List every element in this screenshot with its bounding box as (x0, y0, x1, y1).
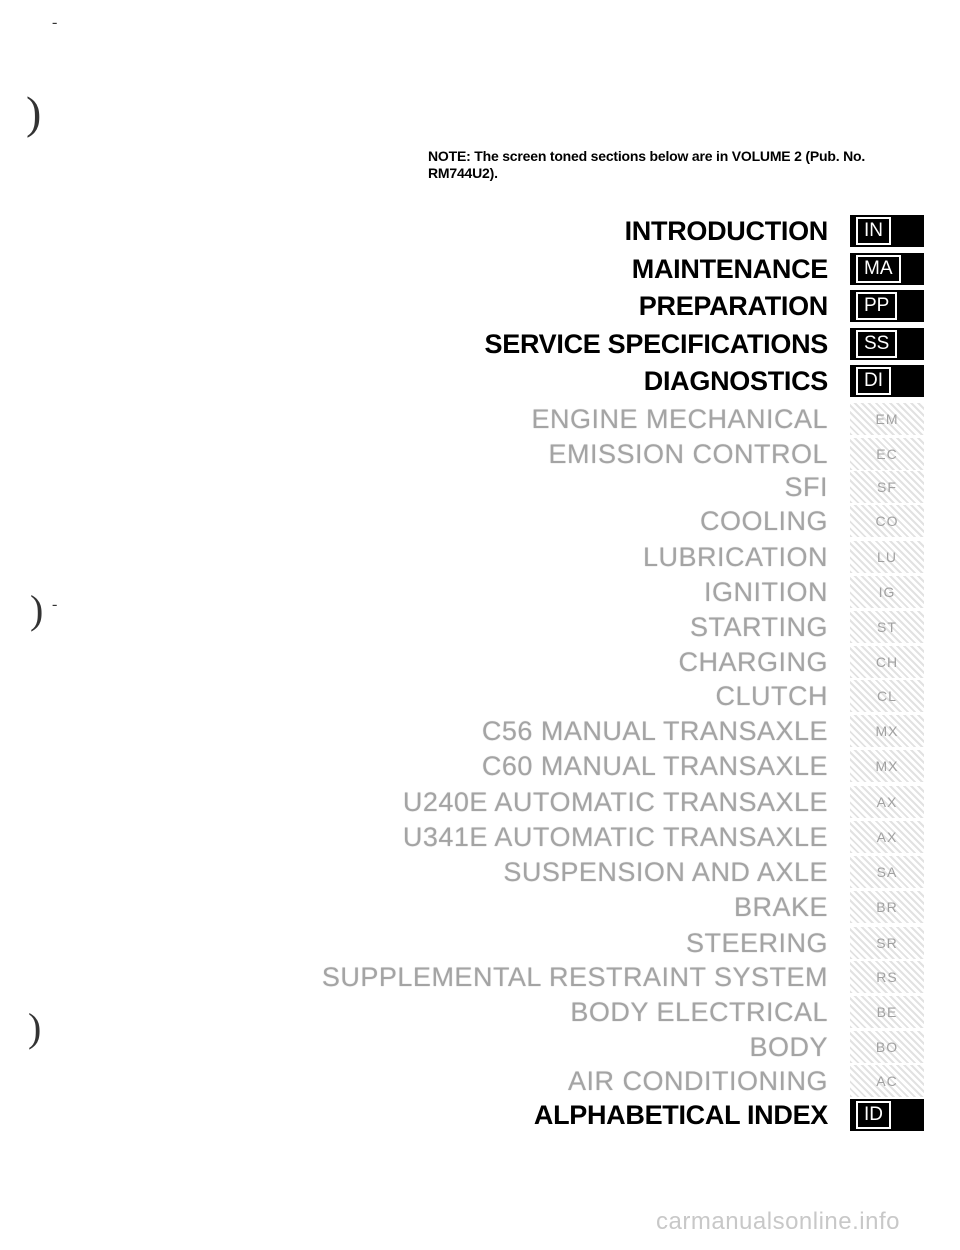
toc-row-ma-1[interactable] (632, 250, 924, 288)
section-tab[interactable] (850, 1065, 924, 1097)
section-tab[interactable] (850, 680, 924, 712)
section-tab-code: IN (856, 217, 891, 245)
toc-row-ch-12[interactable] (678, 643, 924, 681)
toc-row-di-4[interactable] (644, 362, 924, 400)
toc-title: STARTING (689, 612, 828, 642)
toc-title: U240E AUTOMATIC TRANSAXLE (402, 787, 828, 817)
toc-row-sf-7[interactable] (784, 468, 924, 506)
section-tab-code: MA (856, 255, 901, 283)
section-tab[interactable] (850, 215, 924, 247)
toc-row-cl-13[interactable] (715, 677, 924, 715)
section-tab[interactable] (850, 471, 924, 503)
section-tab-code: BO (875, 1039, 899, 1055)
toc-title: SERVICE SPECIFICATIONS (484, 329, 828, 359)
toc-title: INTRODUCTION (624, 216, 828, 246)
toc-title: U341E AUTOMATIC TRANSAXLE (402, 822, 828, 852)
section-tab-code: SR (876, 935, 898, 951)
section-tab[interactable] (850, 365, 924, 397)
section-tab[interactable] (850, 1099, 924, 1131)
toc-title: ENGINE MECHANICAL (531, 404, 828, 434)
toc-row-pp-2[interactable] (639, 287, 924, 325)
toc-row-lu-9[interactable] (643, 538, 924, 576)
section-tab[interactable] (850, 750, 924, 782)
section-tab-code: EM (875, 411, 899, 427)
section-tab-code: LU (877, 549, 897, 565)
toc-row-br-19[interactable] (734, 888, 924, 926)
toc-title: ALPHABETICAL INDEX (533, 1100, 828, 1130)
section-tab-code: RS (876, 969, 898, 985)
toc-title: EMISSION CONTROL (548, 439, 828, 469)
toc-row-sr-20[interactable] (686, 924, 924, 962)
section-tab[interactable] (850, 611, 924, 643)
toc-row-st-11[interactable] (690, 608, 924, 646)
section-tab[interactable] (850, 891, 924, 923)
volume-note: NOTE: The screen toned sections below are in VOLUME 2 (Pub. No. RM744U2). (428, 148, 866, 181)
section-tab[interactable] (850, 646, 924, 678)
toc-row-be-22[interactable] (570, 993, 924, 1031)
toc-title: C56 MANUAL TRANSAXLE (481, 716, 828, 746)
toc-title: IGNITION (704, 577, 828, 607)
section-tab-code: DI (856, 367, 891, 395)
toc-title: BODY ELECTRICAL (570, 997, 828, 1027)
toc-row-bo-23[interactable] (749, 1028, 924, 1066)
section-tab-code: EC (876, 446, 898, 462)
section-tab[interactable] (850, 576, 924, 608)
section-tab-code: ST (877, 619, 897, 635)
binding-mark-dash: - (52, 596, 58, 613)
binding-mark-bottom: ) (28, 1005, 42, 1050)
toc-row-ac-24[interactable] (568, 1062, 924, 1100)
toc-row-ax-16[interactable] (403, 783, 924, 821)
toc-title: SUPPLEMENTAL RESTRAINT SYSTEM (321, 962, 828, 992)
section-tab[interactable] (850, 290, 924, 322)
toc-title: COOLING (699, 506, 828, 536)
section-tab-code: MX (875, 758, 899, 774)
toc-row-id-25[interactable] (534, 1096, 924, 1134)
toc-title: STEERING (685, 928, 828, 958)
section-tab[interactable] (850, 505, 924, 537)
section-tab-code: SS (856, 330, 897, 358)
toc-title: AIR CONDITIONING (567, 1066, 828, 1096)
section-tab-code: ID (856, 1101, 891, 1129)
toc-title: SUSPENSION AND AXLE (503, 857, 828, 887)
toc-title: PREPARATION (638, 291, 828, 321)
section-tab[interactable] (850, 253, 924, 285)
toc-row-ax-17[interactable] (403, 818, 924, 856)
section-tab[interactable] (850, 856, 924, 888)
toc-row-mx-15[interactable] (482, 747, 924, 785)
watermark-footer: carmanualsonline.info (656, 1208, 900, 1235)
toc-row-co-8[interactable] (700, 502, 924, 540)
section-tab[interactable] (850, 961, 924, 993)
toc-title: CHARGING (678, 647, 828, 677)
toc-title: SFI (784, 472, 828, 502)
toc-title: CLUTCH (715, 681, 828, 711)
section-tab[interactable] (850, 786, 924, 818)
section-tab-code: MX (875, 723, 899, 739)
toc-title: MAINTENANCE (631, 254, 828, 284)
section-tab-code: BR (876, 899, 898, 915)
toc-row-ig-10[interactable] (704, 573, 924, 611)
section-tab[interactable] (850, 927, 924, 959)
binding-mark-top: ) (26, 87, 42, 138)
section-tab-code: CH (875, 654, 899, 670)
binding-mark-corner: - (52, 14, 58, 31)
toc-title: LUBRICATION (642, 542, 828, 572)
section-tab[interactable] (850, 1031, 924, 1063)
section-tab-code: IG (878, 584, 896, 600)
toc-title: BRAKE (733, 892, 828, 922)
toc-title: BODY (749, 1032, 828, 1062)
section-tab-code: PP (856, 292, 897, 320)
binding-mark-middle: ) (30, 587, 44, 632)
section-tab-code: AX (876, 794, 898, 810)
section-tab[interactable] (850, 403, 924, 435)
toc-row-rs-21[interactable] (322, 958, 924, 996)
toc-row-mx-14[interactable] (482, 712, 924, 750)
section-tab-code: AC (876, 1073, 898, 1089)
section-tab-code: SF (877, 479, 897, 495)
section-tab-code: CO (875, 513, 899, 529)
toc-row-ss-3[interactable] (485, 325, 924, 363)
toc-row-sa-18[interactable] (503, 853, 924, 891)
toc-title: DIAGNOSTICS (643, 366, 828, 396)
section-tab[interactable] (850, 715, 924, 747)
section-tab[interactable] (850, 328, 924, 360)
toc-row-em-5[interactable] (531, 400, 924, 438)
section-tab[interactable] (850, 438, 924, 470)
toc-row-in-0[interactable] (625, 212, 924, 250)
section-tab-code: SA (876, 864, 898, 880)
section-tab-code: AX (876, 829, 898, 845)
section-tab[interactable] (850, 996, 924, 1028)
section-tab[interactable] (850, 821, 924, 853)
section-tab-code: BE (876, 1004, 898, 1020)
section-tab-code: CL (877, 688, 897, 704)
section-tab[interactable] (850, 541, 924, 573)
toc-title: C60 MANUAL TRANSAXLE (481, 751, 828, 781)
